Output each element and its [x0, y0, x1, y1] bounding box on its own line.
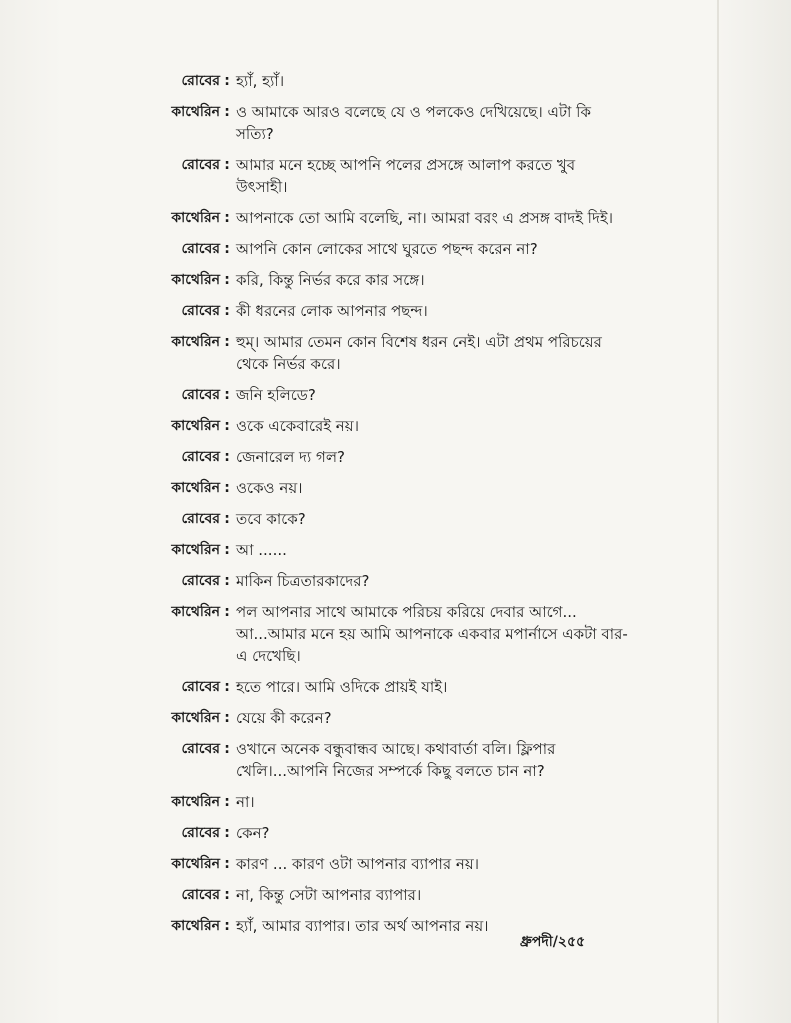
dialogue-line: কাথেরিন : কারণ ... কারণ ওটা আপনার ব্যাপার নয়। — [130, 853, 630, 875]
dialogue-line: কাথেরিন : না। — [130, 791, 630, 813]
speech: মাকিন চিত্রতারকাদের? — [236, 572, 370, 590]
dialogue-line: রোবের : জেনারেল দ্য গল? — [130, 446, 630, 468]
speaker: রোবের — [181, 511, 220, 527]
speaker: কাথেরিন — [171, 604, 220, 620]
speaker: কাথেরিন — [171, 210, 220, 226]
speech: না, কিন্তু সেটা আপনার ব্যাপার। — [236, 886, 422, 904]
dialogue-line: রোবের : না, কিন্তু সেটা আপনার ব্যাপার। — [130, 884, 630, 906]
speech: না। — [236, 793, 255, 811]
speech: তবে কাকে? — [236, 510, 306, 528]
dialogue-line: রোবের : কেন? — [130, 822, 630, 844]
speech: আপনি কোন লোকের সাথে ঘুরতে পছন্দ করেন না? — [236, 240, 538, 258]
dialogue-line: কাথেরিন : ওকেও নয়। — [130, 477, 630, 499]
speech: পল আপনার সাথে আমাকে পরিচয় করিয়ে দেবার আগে... আ...আমার মনে হয় আমি আপনাকে একবার মপার্নাসে একটা বার-এ দেখেছি। — [236, 603, 628, 665]
speaker: রোবের — [181, 387, 220, 403]
speaker: কাথেরিন — [171, 418, 220, 434]
speech: যেয়ে কী করেন? — [236, 709, 332, 727]
speech: আ ...... — [236, 541, 287, 559]
speaker: রোবের — [181, 825, 220, 841]
speech: ওকেও নয়। — [236, 479, 303, 497]
speech: জনি হলিডে? — [236, 386, 316, 404]
dialogue-line: রোবের : তবে কাকে? — [130, 508, 630, 530]
speaker: রোবের — [181, 449, 220, 465]
speaker: রোবের — [181, 887, 220, 903]
speaker: রোবের — [181, 573, 220, 589]
dialogue-line: কাথেরিন : করি, কিন্তু নির্ভর করে কার সঙ্গে। — [130, 269, 630, 291]
speaker: কাথেরিন — [171, 480, 220, 496]
dialogue-line: রোবের : মাকিন চিত্রতারকাদের? — [130, 570, 630, 592]
dialogue-block — [130, 70, 630, 946]
speaker: কাথেরিন — [171, 272, 220, 288]
dialogue-line: কাথেরিন : যেয়ে কী করেন? — [130, 707, 630, 729]
speech: আমার মনে হচ্ছে আপনি পলের প্রসঙ্গে আলাপ করতে খুব উৎসাহী। — [236, 156, 576, 196]
speaker: কাথেরিন — [171, 856, 220, 872]
dialogue-line: রোবের : কী ধরনের লোক আপনার পছন্দ। — [130, 300, 630, 322]
speech: ওকে একেবারেই নয়। — [236, 417, 359, 435]
dialogue-line: কাথেরিন : হুম্‌। আমার তেমন কোন বিশেষ ধরন নেই। এটা প্রথম পরিচয়ের থেকে নির্ভর করে। — [130, 331, 630, 375]
dialogue-line: কাথেরিন : ও আমাকে আরও বলেছে যে ও পলকেও দেখিয়েছে। এটা কি সত্যি? — [130, 101, 630, 145]
speaker: রোবের — [181, 157, 220, 173]
speech: হ্যাঁ, আমার ব্যাপার। তার অর্থ আপনার নয়। — [236, 917, 489, 935]
dialogue-line: রোবের : জনি হলিডে? — [130, 384, 630, 406]
speech: হ্যাঁ, হ্যাঁ। — [236, 72, 285, 90]
speech: ওখানে অনেক বন্ধুবান্ধব আছে। কথাবার্তা বলি। ফ্লিপার খেলি।...আপনি নিজের সম্পর্কে কিছু বলতে চান না? — [236, 740, 556, 780]
dialogue-line: রোবের : হতে পারে। আমি ওদিকে প্রায়ই যাই। — [130, 676, 630, 698]
dialogue-line: কাথেরিন : আ ...... — [130, 539, 630, 561]
dialogue-line: রোবের : আপনি কোন লোকের সাথে ঘুরতে পছন্দ করেন না? — [130, 238, 630, 260]
speaker: রোবের — [181, 241, 220, 257]
speech: আপনাকে তো আমি বলেছি, না। আমরা বরং এ প্রসঙ্গ বাদই দিই। — [236, 209, 614, 227]
speaker: রোবের — [181, 303, 220, 319]
speech: জেনারেল দ্য গল? — [236, 448, 345, 466]
dialogue-line: কাথেরিন : পল আপনার সাথে আমাকে পরিচয় করিয়ে দেবার আগে... আ...আমার মনে হয় আমি আপনাকে একবার মপার্নাসে একটা বার-এ দেখেছি। — [130, 601, 630, 667]
speech: হতে পারে। আমি ওদিকে প্রায়ই যাই। — [236, 678, 448, 696]
speech: কেন? — [236, 824, 270, 842]
speech: হুম্‌। আমার তেমন কোন বিশেষ ধরন নেই। এটা প্রথম পরিচয়ের থেকে নির্ভর করে। — [236, 333, 602, 373]
speaker: কাথেরিন — [171, 918, 220, 934]
speech: করি, কিন্তু নির্ভর করে কার সঙ্গে। — [236, 271, 425, 289]
speaker: কাথেরিন — [171, 104, 220, 120]
speaker: কাথেরিন — [171, 710, 220, 726]
dialogue-line: কাথেরিন : আপনাকে তো আমি বলেছি, না। আমরা বরং এ প্রসঙ্গ বাদই দিই। — [130, 207, 630, 229]
dialogue-line: কাথেরিন : হ্যাঁ, আমার ব্যাপার। তার অর্থ আপনার নয়। — [130, 915, 630, 937]
speaker: কাথেরিন — [171, 794, 220, 810]
speech: কারণ ... কারণ ওটা আপনার ব্যাপার নয়। — [236, 855, 480, 873]
dialogue-line: কাথেরিন : ওকে একেবারেই নয়। — [130, 415, 630, 437]
page-footer: ধ্রুপদী/২৫৫ — [520, 934, 586, 950]
speaker: কাথেরিন — [171, 542, 220, 558]
speaker: রোবের — [181, 73, 220, 89]
dialogue-line: রোবের : ওখানে অনেক বন্ধুবান্ধব আছে। কথাবার্তা বলি। ফ্লিপার খেলি।...আপনি নিজের সম্পর্কে কিছু বলতে চান না? — [130, 738, 630, 782]
page-edge — [717, 0, 719, 1023]
dialogue-line: রোবের : হ্যাঁ, হ্যাঁ। — [130, 70, 630, 92]
speech: ও আমাকে আরও বলেছে যে ও পলকেও দেখিয়েছে। এটা কি সত্যি? — [236, 103, 591, 143]
speaker: রোবের — [181, 679, 220, 695]
dialogue-line: রোবের : আমার মনে হচ্ছে আপনি পলের প্রসঙ্গে আলাপ করতে খুব উৎসাহী। — [130, 154, 630, 198]
speaker: রোবের — [181, 741, 220, 757]
speaker: কাথেরিন — [171, 334, 220, 350]
speech: কী ধরনের লোক আপনার পছন্দ। — [236, 302, 428, 320]
